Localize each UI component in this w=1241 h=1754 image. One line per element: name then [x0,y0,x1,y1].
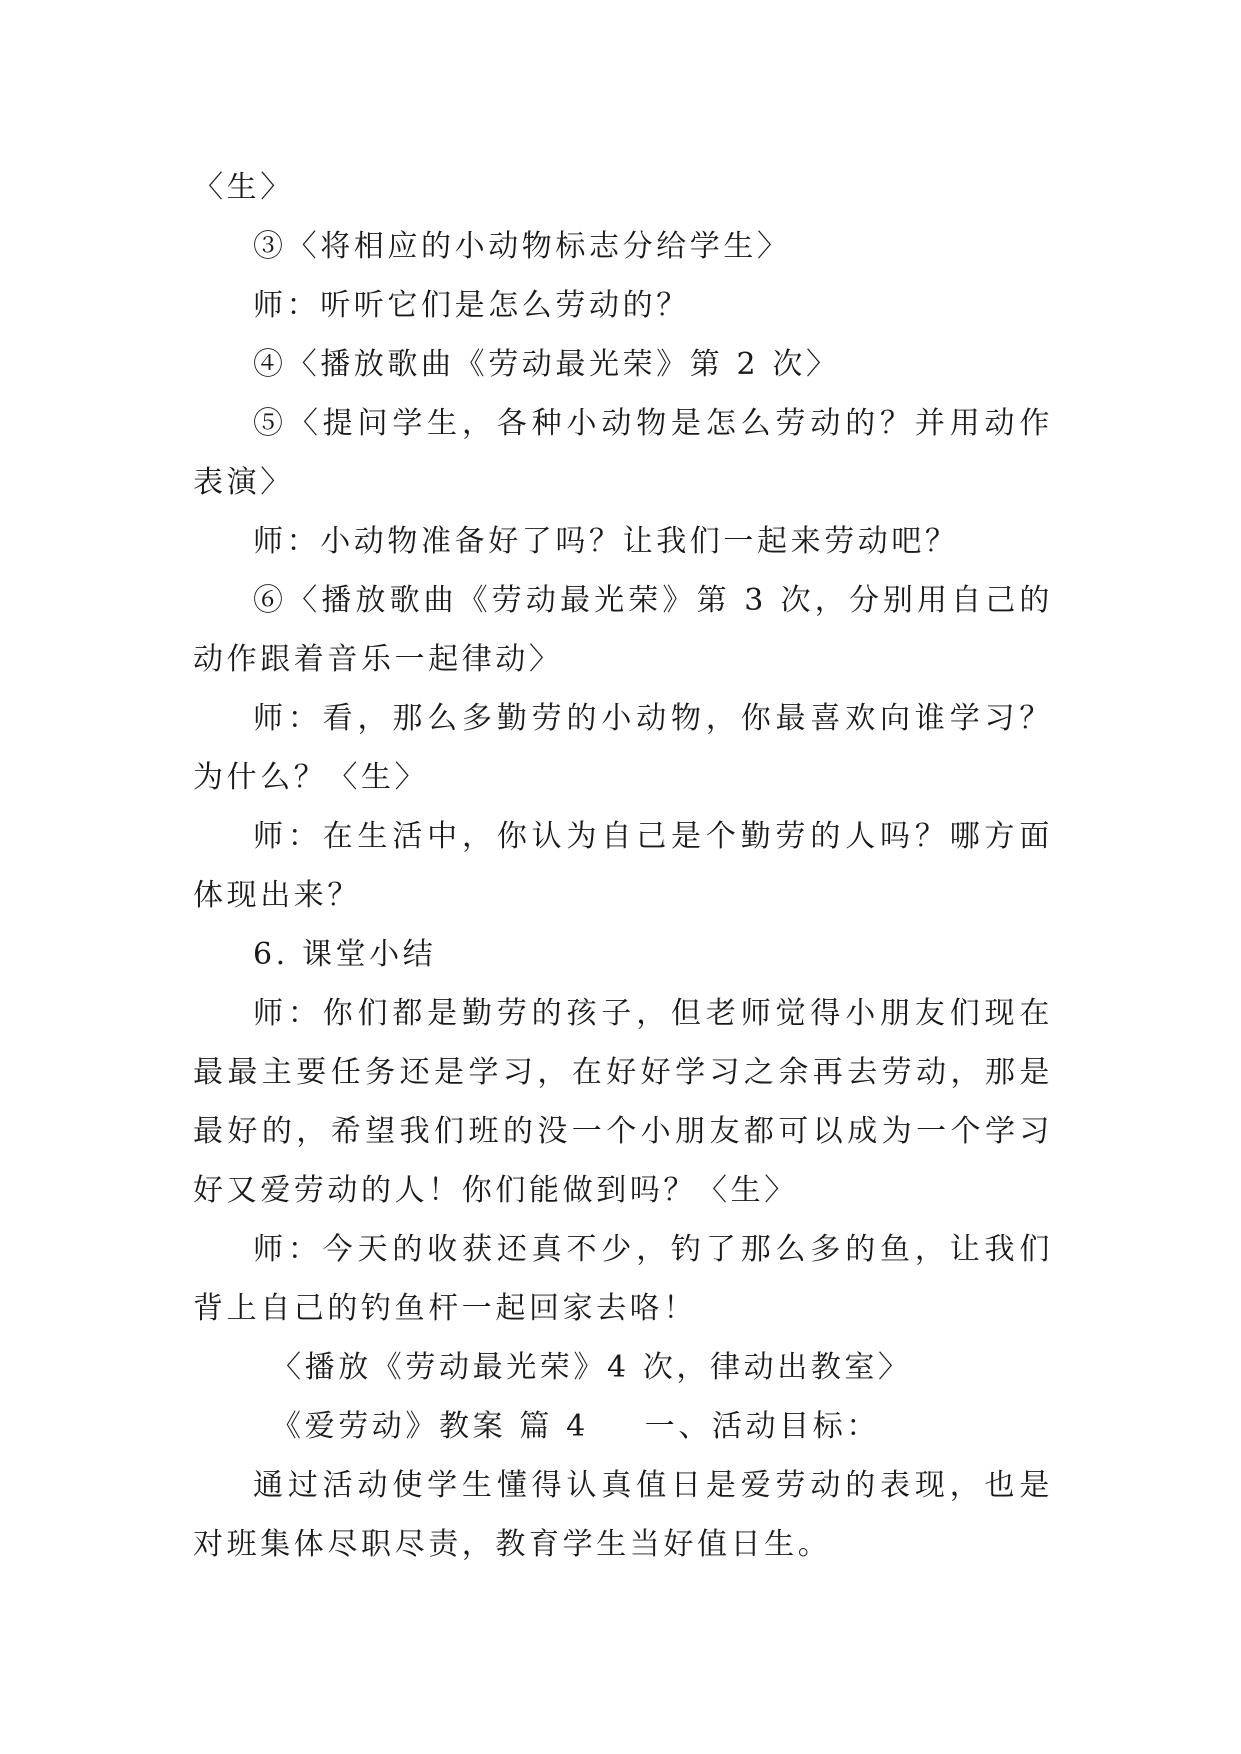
paragraph-15: 通过活动使学生懂得认真值日是爱劳动的表现，也是对班集体尽职尽责，教育学生当好值日生。 [193,1468,1053,1562]
paragraph-6: 师：小动物准备好了吗？让我们一起来劳动吧？ [253,524,959,559]
paragraph-2: ③〈将相应的小动物标志分给学生〉 [253,229,791,264]
lesson-heading-line [193,1397,1053,1456]
paragraph-7: ⑥〈播放歌曲《劳动最光荣》第 3 次，分别用自己的动作跟着音乐一起律动〉 [193,583,1053,677]
paragraph-13: 〈播放《劳动最光荣》4 次，律动出教室〉 [271,1350,912,1385]
section-heading-activity-goals: 一、活动目标： [644,1409,880,1444]
lesson-title: 《爱劳动》教案 篇 4 [271,1409,589,1444]
paragraph-9: 师：在生活中，你认为自己是个勤劳的人吗？哪方面体现出来？ [193,819,1053,913]
section-heading-class-summary: 6. 课堂小结 [253,937,437,972]
paragraph-8: 师：看，那么多勤劳的小动物，你最喜欢向谁学习？为什么？〈生〉 [193,701,1053,795]
document-body [193,158,1053,1574]
paragraph-12: 师：今天的收获还真不少，钓了那么多的鱼，让我们背上自己的钓鱼杆一起回家去咯！ [193,1232,1053,1326]
paragraph-3: 师：听听它们是怎么劳动的？ [253,288,690,323]
paragraph-1: 〈生〉 [193,170,294,205]
paragraph-4: ④〈播放歌曲《劳动最光荣》第 2 次〉 [253,347,840,382]
paragraph-5: ⑤〈提问学生，各种小动物是怎么劳动的？并用动作表演〉 [193,406,1053,500]
paragraph-11: 师：你们都是勤劳的孩子，但老师觉得小朋友们现在最最主要任务还是学习，在好好学习之余再去劳动，那是最好的，希望我们班的没一个小朋友都可以成为一个学习好又爱劳动的人！你们能做到吗？〈生〉 [193,996,1053,1208]
